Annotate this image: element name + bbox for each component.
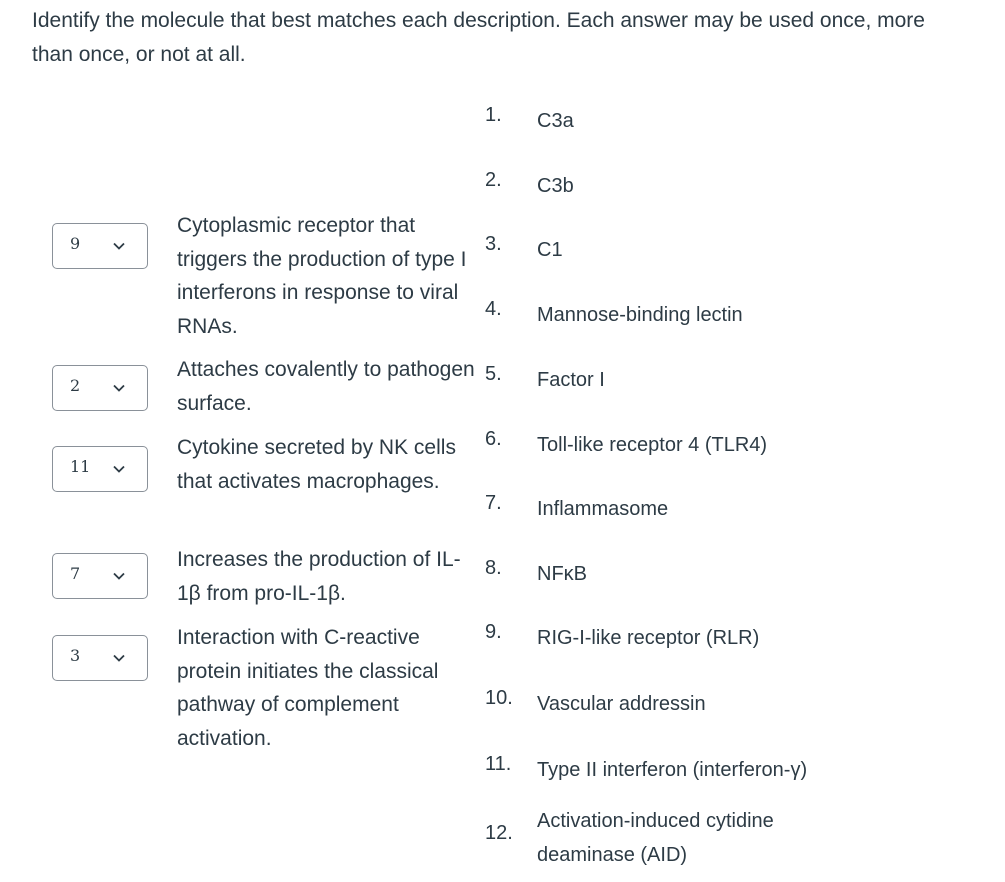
answer-number: 2. (485, 169, 502, 191)
answer-text: RIG-I-like receptor (RLR) (537, 627, 760, 649)
match-description-1: Cytoplasmic receptor that triggers the production of type I interferons in response to viral RNAs. (177, 214, 467, 338)
select-value: 7 (70, 564, 81, 583)
answer-number: 8. (485, 557, 502, 579)
question-prompt: Identify the molecule that best matches each description. Each answer may be used once, more than once, or not at all. (32, 9, 925, 66)
answer-number: 11. (485, 753, 512, 775)
chevron-down-icon (113, 654, 125, 662)
answer-select-2[interactable] (52, 365, 148, 411)
select-value: 3 (70, 646, 81, 665)
match-description-5: Interaction with C-reactive protein initiates the classical pathway of complement activation. (177, 626, 439, 750)
match-description-4: Increases the production of IL-1β from pro-IL-1β. (177, 548, 461, 605)
answer-text: NFκB (537, 563, 587, 585)
answer-text: Factor I (537, 369, 605, 391)
chevron-down-icon (113, 384, 125, 392)
chevron-down-icon (113, 242, 125, 250)
answer-number: 9. (485, 621, 502, 643)
answer-number: 6. (485, 428, 502, 450)
answer-select-5[interactable] (52, 635, 148, 681)
chevron-down-icon (113, 465, 125, 473)
answer-text: Toll-like receptor 4 (TLR4) (537, 434, 768, 456)
select-value: 11 (70, 457, 91, 476)
answer-select-3[interactable] (52, 446, 148, 492)
answer-text: Inflammasome (537, 498, 669, 520)
select-value: 9 (70, 234, 81, 253)
answer-number: 1. (485, 104, 502, 126)
answer-text: C1 (537, 239, 563, 261)
answer-number: 7. (485, 492, 502, 514)
answer-select-1[interactable] (52, 223, 148, 269)
answer-number: 4. (485, 298, 502, 320)
match-description-3: Cytokine secreted by NK cells that activates macrophages. (177, 436, 456, 493)
select-value: 2 (70, 376, 81, 395)
answer-text: C3b (537, 175, 574, 197)
answer-number: 5. (485, 363, 502, 385)
match-description-2: Attaches covalently to pathogen surface. (177, 358, 475, 415)
answer-text: Vascular addressin (537, 693, 706, 715)
answer-text: Mannose-binding lectin (537, 304, 743, 326)
answer-number: 10. (485, 687, 513, 709)
answer-select-4[interactable] (52, 553, 148, 599)
answer-text: C3a (537, 110, 574, 132)
chevron-down-icon (113, 572, 125, 580)
answer-text: Type II interferon (interferon-γ) (537, 759, 808, 781)
answer-text: Activation-induced cytidine deaminase (AID) (537, 810, 774, 866)
answer-number: 12. (485, 822, 513, 844)
answer-number: 3. (485, 233, 502, 255)
